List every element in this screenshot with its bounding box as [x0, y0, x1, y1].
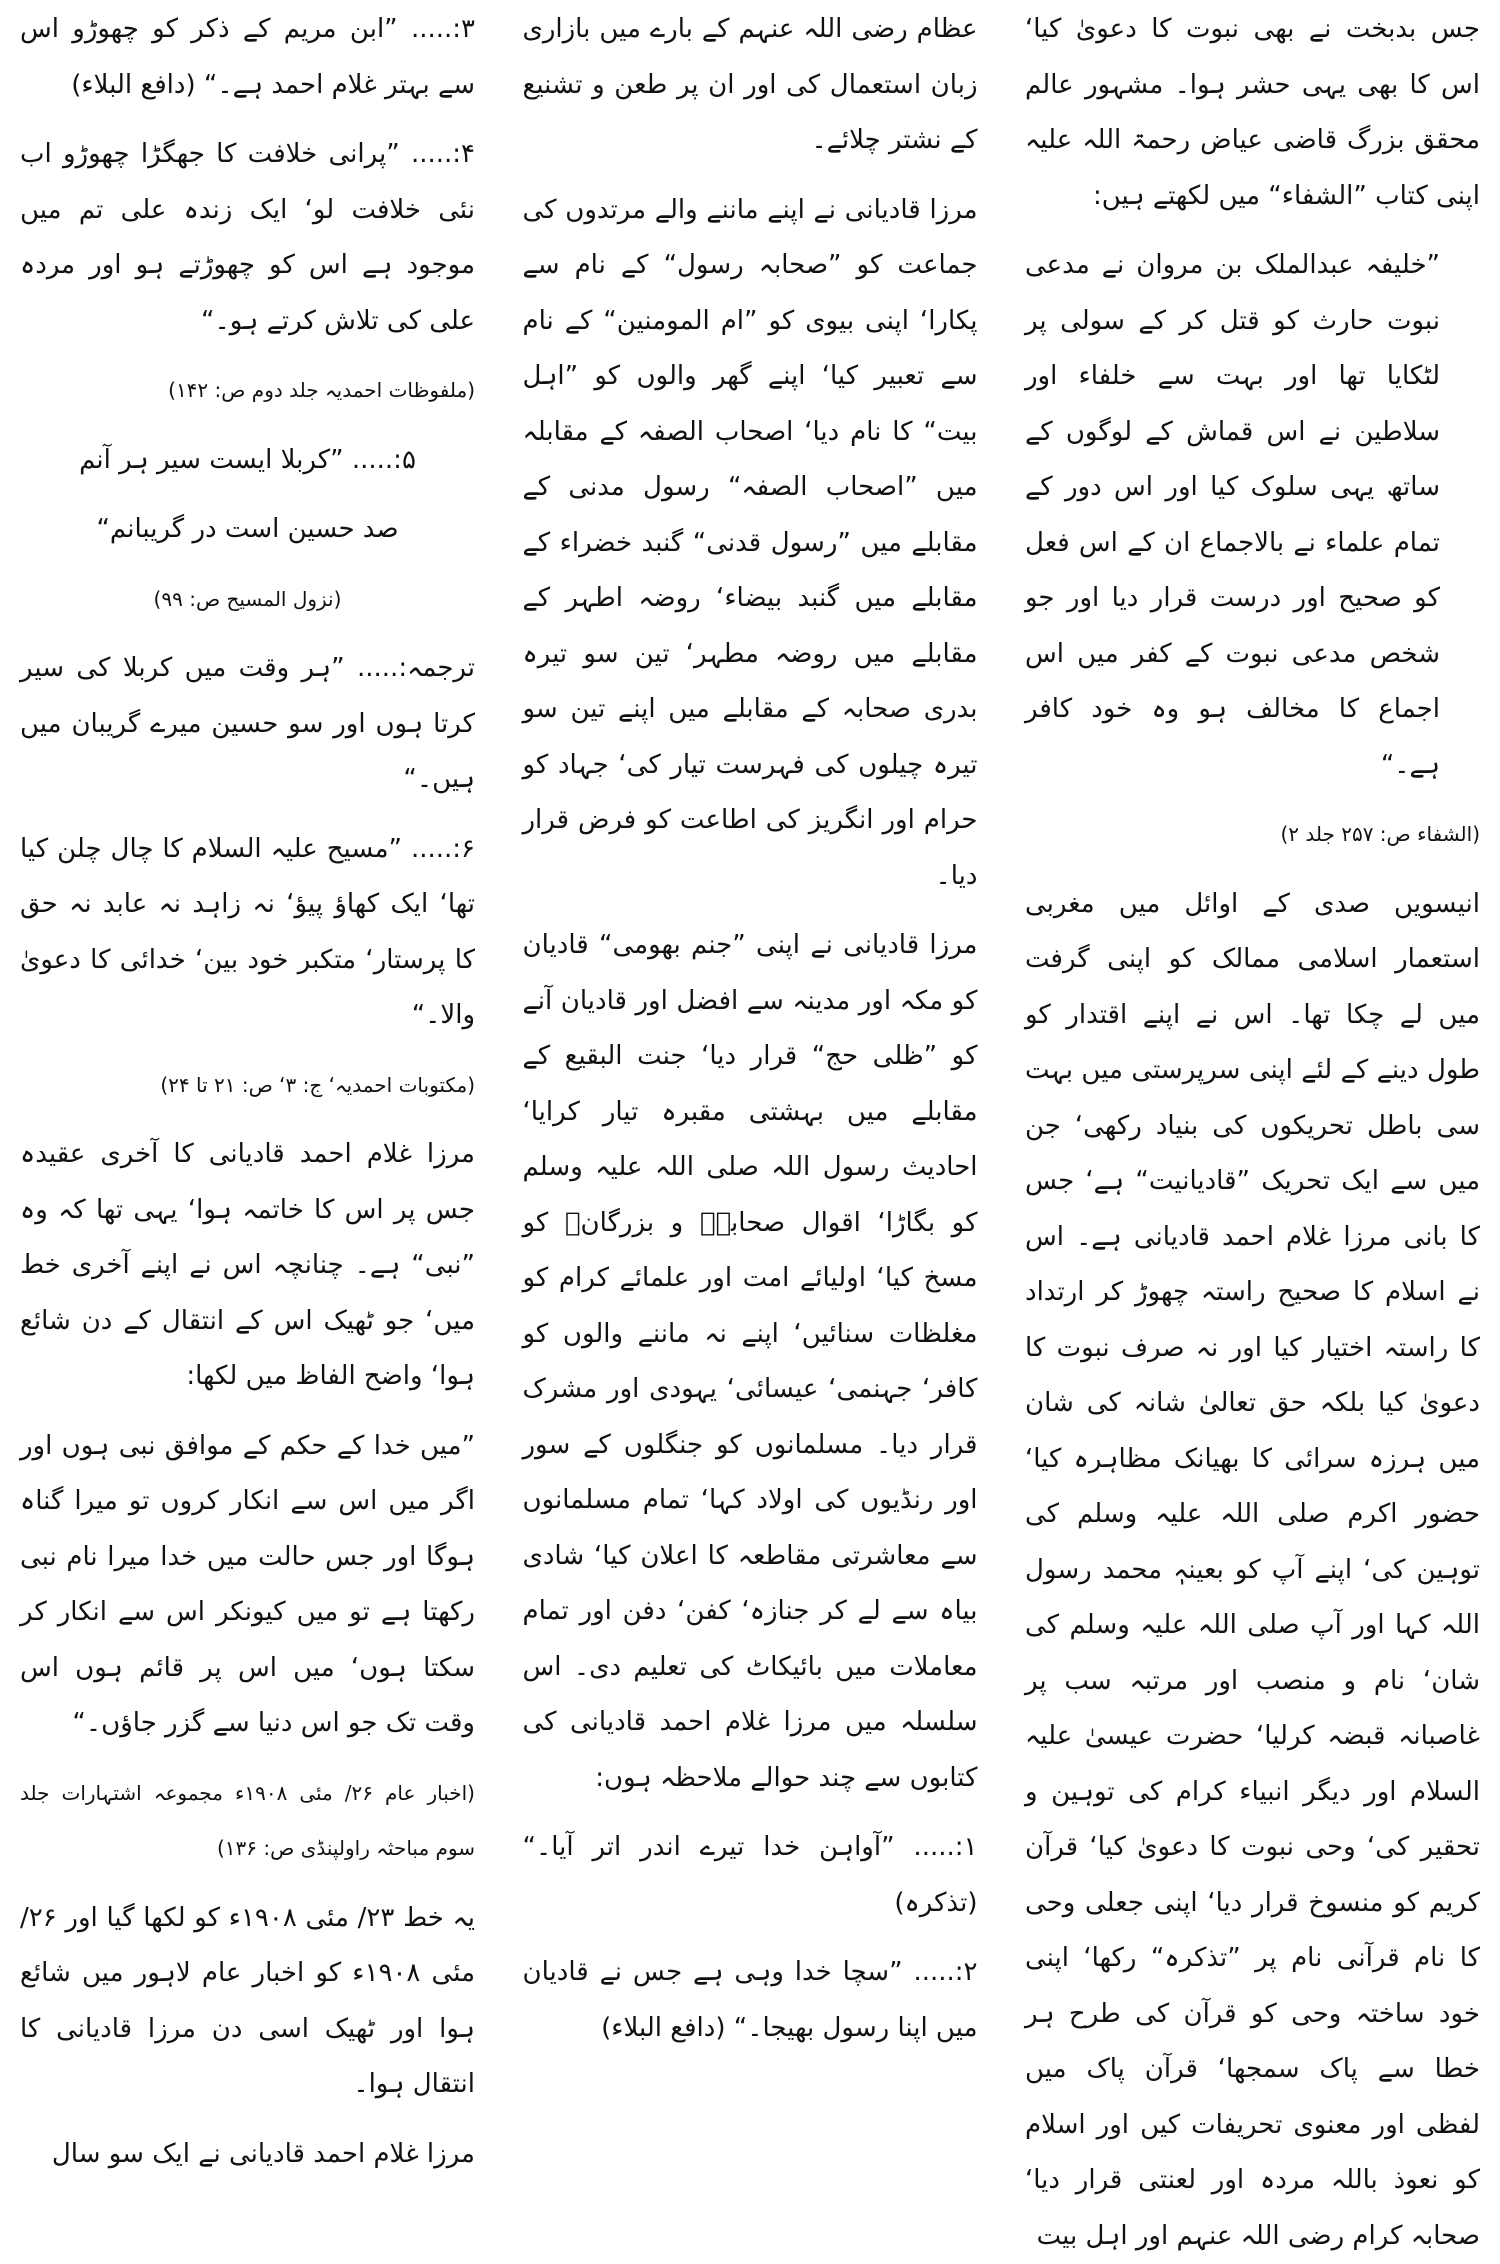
text-column-left — [20, 0, 475, 2200]
paragraph: مرزا غلام احمد قادیانی کا آخری عقیدہ جس پر اس کا خاتمہ ہوا‘ یہی تھا کہ وہ ”نبی“ ہے۔ چنانچہ اس نے اپنے آخری خط میں‘ جو ٹھیک اس کے انتقال کے دن شائع ہوا‘ واضح الفاظ میں لکھا: — [20, 1127, 475, 1405]
paragraph: ”میں خدا کے حکم کے موافق نبی ہوں اور اگر میں اس سے انکار کروں تو میرا گناہ ہوگا اور جس حالت میں خدا میرا نام نبی رکھتا ہے تو میں کیونکر اس سے انکار کر سکتا ہوں‘ میں اس پر قائم ہوں اس وقت تک جو اس دنیا سے گزر جاؤں۔“ — [20, 1419, 475, 1752]
paragraph: ۶:..... ”مسیح علیہ السلام کا چال چلن کیا تھا‘ ایک کھاؤ پیؤ‘ نہ زاہد نہ عابد نہ حق کا پرستار‘ متکبر خود بین‘ خدائی کا دعویٰ والا۔“ — [20, 822, 475, 1044]
paragraph: (مکتوبات احمدیہ‘ ج: ۳‘ ص: ۲۱ تا ۲۴) — [20, 1058, 475, 1114]
paragraph: صد حسین است در گریبانم“ — [20, 502, 475, 558]
paragraph: یہ خط ۲۳/ مئی ۱۹۰۸ء کو لکھا گیا اور ۲۶/ مئی ۱۹۰۸ء کو اخبار عام لاہور میں شائع ہوا اور ٹھیک اسی دن مرزا قادیانی کا انتقال ہوا۔ — [20, 1891, 475, 2113]
paragraph: (نزول المسیح ص: ۹۹) — [20, 572, 475, 628]
paragraph: ۳:..... ”ابن مریم کے ذکر کو چھوڑو اس سے بہتر غلام احمد ہے۔“ (دافع البلاء) — [20, 2, 475, 113]
paragraph: (ملفوظات احمدیہ جلد دوم ص: ۱۴۲) — [20, 363, 475, 419]
paragraph: جس بدبخت نے بھی نبوت کا دعویٰ کیا‘ اس کا بھی یہی حشر ہوا۔ مشہور عالم محقق بزرگ قاضی عیاض رحمۃ اللہ علیہ اپنی کتاب ”الشفاء“ میں لکھتے ہیں: — [1025, 2, 1480, 224]
paragraph: ”خلیفہ عبدالملک بن مروان نے مدعی نبوت حارث کو قتل کر کے سولی پر لٹکایا تھا اور بہت سے خلفاء اور سلاطین نے اس قماش کے لوگوں کے ساتھ یہی سلوک کیا اور اس دور کے تمام علماء نے بالاجماع ان کے اس فعل کو صحیح اور درست قرار دیا اور جو شخص مدعی نبوت کے کفر میں اس اجماع کا مخالف ہو وہ خود کافر ہے۔“ — [1025, 238, 1480, 793]
paragraph: ۴:..... ”پرانی خلافت کا جھگڑا چھوڑو اب نئی خلافت لو‘ ایک زندہ علی تم میں موجود ہے اس کو چھوڑتے ہو اور مردہ علی کی تلاش کرتے ہو۔“ — [20, 127, 475, 349]
paragraph: عظام رضی اللہ عنہم کے بارے میں بازاری زبان استعمال کی اور ان پر طعن و تشنیع کے نشتر چلائے۔ — [523, 2, 978, 169]
text-column-middle — [523, 0, 978, 2200]
paragraph: انیسویں صدی کے اوائل میں مغربی استعمار اسلامی ممالک کو اپنی گرفت میں لے چکا تھا۔ اس نے اپنے اقتدار کو طول دینے کے لئے اپنی سرپرستی میں بہت سی باطل تحریکوں کی بنیاد رکھی‘ جن میں سے ایک تحریک ”قادیانیت“ ہے‘ جس کا بانی مرزا غلام احمد قادیانی ہے۔ اس نے اسلام کا صحیح راستہ چھوڑ کر ارتداد کا راستہ اختیار کیا اور نہ صرف نبوت کا دعویٰ کیا بلکہ حق تعالیٰ شانہ کی شان میں ہرزہ سرائی کا بھیانک مظاہرہ کیا‘ حضور اکرم صلی اللہ علیہ وسلم کی توہین کی‘ اپنے آپ کو بعینہٖ محمد رسول اللہ کہا اور آپ صلی اللہ علیہ وسلم کی شان‘ نام و منصب اور مرتبہ سب پر غاصبانہ قبضہ کرلیا‘ حضرت عیسیٰ علیہ السلام اور دیگر انبیاء کرام کی توہین و تحقیر کی‘ وحی نبوت کا دعویٰ کیا‘ قرآن کریم کو منسوخ قرار دیا‘ اپنی جعلی وحی کا نام قرآنی نام پر ”تذکرہ“ رکھا‘ اپنی خود ساختہ وحی کو قرآن کی طرح ہر خطا سے پاک سمجھا‘ قرآن پاک میں لفظی اور معنوی تحریفات کیں اور اسلام کو نعوذ باللہ مردہ اور لعنتی قرار دیا‘ صحابہ کرام رضی اللہ عنہم اور اہل بیت — [1025, 877, 1480, 2264]
paragraph: (اخبار عام ۲۶/ مئی ۱۹۰۸ء مجموعہ اشتہارات جلد سوم مباحثہ راولپنڈی ص: ۱۳۶) — [20, 1766, 475, 1877]
paragraph: ۱:..... ”آواہن خدا تیرے اندر اتر آیا۔“ (تذکرہ) — [523, 1820, 978, 1931]
paragraph: ترجمہ:..... ”ہر وقت میں کربلا کی سیر کرتا ہوں اور سو حسین میرے گریبان میں ہیں۔“ — [20, 641, 475, 808]
paragraph: مرزا قادیانی نے اپنی ”جنم بھومی“ قادیان کو مکہ اور مدینہ سے افضل اور قادیان آنے کو ”ظلی حج“ قرار دیا‘ جنت البقیع کے مقابلے میں بہشتی مقبرہ تیار کرایا‘ احادیث رسول اللہ صلی اللہ علیہ وسلم کو بگاڑا‘ اقوال صحابہؓ و بزرگانؒ کو مسخ کیا‘ اولیائے امت اور علمائے کرام کو مغلظات سنائیں‘ اپنے نہ ماننے والوں کو کافر‘ جہنمی‘ عیسائی‘ یہودی اور مشرک قرار دیا۔ مسلمانوں کو جنگلوں کے سور اور رنڈیوں کی اولاد کہا‘ تمام مسلمانوں سے معاشرتی مقاطعہ کا اعلان کیا‘ شادی بیاہ سے لے کر جنازہ‘ کفن‘ دفن اور تمام معاملات میں بائیکاٹ کی تعلیم دی۔ اس سلسلہ میں مرزا غلام احمد قادیانی کی کتابوں سے چند حوالے ملاحظہ ہوں: — [523, 918, 978, 1806]
text-column-right — [1025, 0, 1480, 2200]
paragraph: (الشفاء ص: ۲۵۷ جلد ۲) — [1025, 807, 1480, 863]
paragraph: ۵:..... ”کربلا ایست سیر ہر آنم — [20, 433, 475, 489]
paragraph: مرزا قادیانی نے اپنے ماننے والے مرتدوں کی جماعت کو ”صحابہ رسول“ کے نام سے پکارا‘ اپنی بیوی کو ”ام المومنین“ کے نام سے تعبیر کیا‘ اپنے گھر والوں کو ”اہل بیت“ کا نام دیا‘ اصحاب الصفہ کے مقابلہ میں ”اصحاب الصفہ“ رسول مدنی کے مقابلے میں ”رسول قدنی“ گنبد خضراء کے مقابلے میں گنبد بیضاء‘ روضہ اطہر کے مقابلے میں روضہ مطہر‘ تین سو تیرہ بدری صحابہ کے مقابلے میں اپنے تین سو تیرہ چیلوں کی فہرست تیار کی‘ جہاد کو حرام اور انگریز کی اطاعت کو فرض قرار دیا۔ — [523, 183, 978, 905]
paragraph: مرزا غلام احمد قادیانی نے ایک سو سال — [20, 2127, 475, 2183]
paragraph: ۲:..... ”سچا خدا وہی ہے جس نے قادیان میں اپنا رسول بھیجا۔“ (دافع البلاء) — [523, 1945, 978, 2056]
